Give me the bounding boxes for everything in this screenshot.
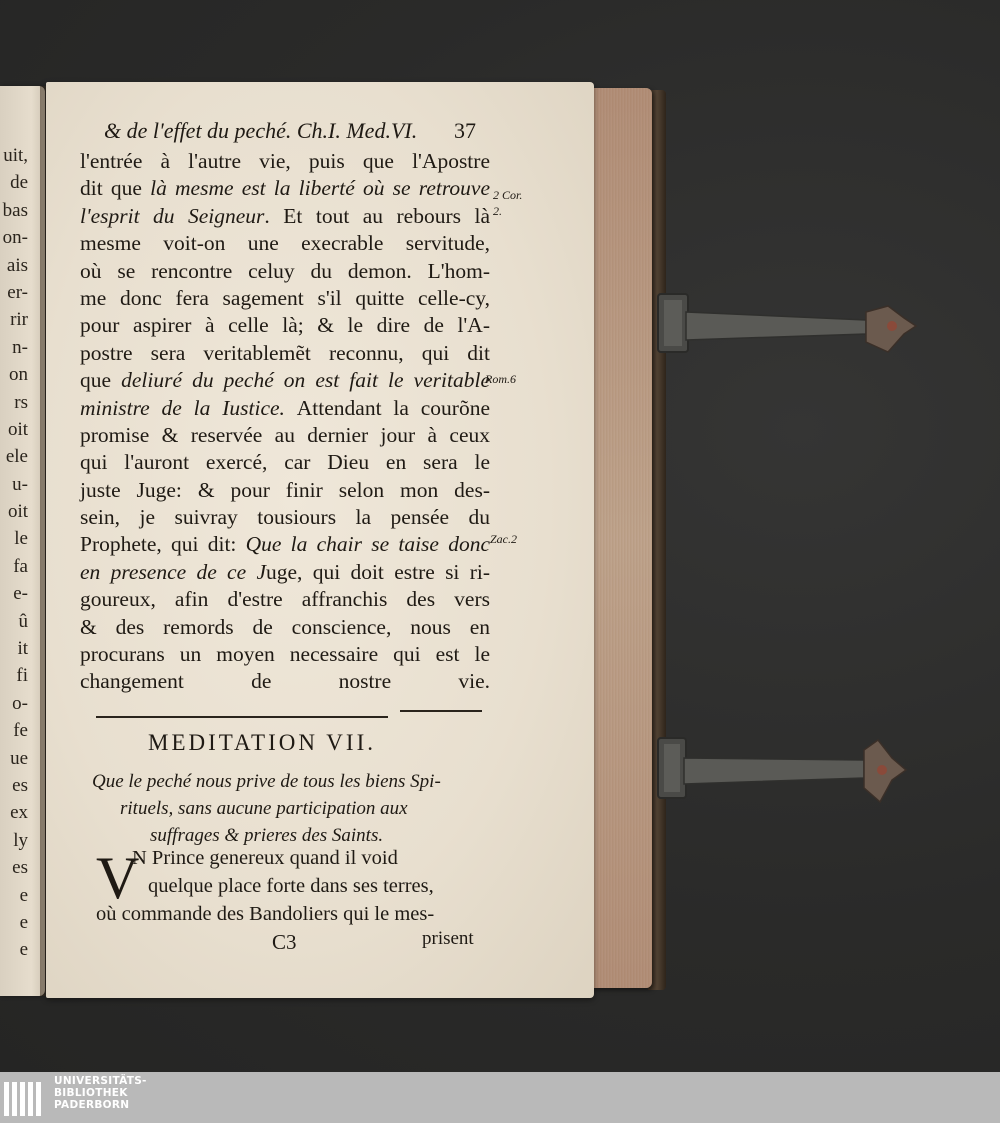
left-text-fragment: es <box>12 857 28 879</box>
text-line: Prophete, qui dit: Que la chair se taise donc <box>80 532 490 557</box>
left-text-fragment: n- <box>12 336 28 358</box>
left-text-fragment: û <box>18 610 28 632</box>
rule-left <box>96 716 388 718</box>
library-logo-icon <box>4 1076 48 1120</box>
text-line: sein, je suivray tousiours la pensée du <box>80 505 490 530</box>
opening-line: où commande des Bandoliers qui le mes- <box>96 903 435 925</box>
left-text-fragment: on <box>9 364 28 386</box>
left-text-fragment: on- <box>2 227 28 249</box>
text-line: goureux, afin d'estre affranchis des vers <box>80 587 490 612</box>
left-text-fragment: ex <box>10 802 28 824</box>
left-text-fragment: es <box>12 774 28 796</box>
left-text-fragment: oit <box>7 501 28 523</box>
left-text-fragment: ly <box>13 829 28 851</box>
subtitle-line: Que le peché nous prive de tous les biens Spi- <box>92 771 441 792</box>
left-text-fragment: ele <box>5 446 28 468</box>
text-line: postre sera veritablemẽt reconnu, qui dit <box>80 340 490 365</box>
margin-note-2-cor: 2 Cor. <box>493 188 523 202</box>
left-text-fragment: e <box>19 939 28 961</box>
left-text-fragment: u- <box>12 473 28 495</box>
upper-clasp <box>656 290 920 360</box>
subtitle-line: suffrages & prieres des Saints. <box>150 825 384 846</box>
running-head <box>104 118 476 144</box>
library-name-line: PADERBORN <box>54 1099 130 1111</box>
left-text-fragment: de <box>10 172 28 194</box>
left-page-text-fragments <box>0 142 28 964</box>
text-line: pour aspirer à celle là; & le dire de l'A- <box>80 313 490 338</box>
catchword: prisent <box>422 928 474 949</box>
library-footer-bar <box>0 1072 1000 1123</box>
signature-mark: C3 <box>272 930 297 954</box>
left-text-fragment: rir <box>10 309 28 331</box>
body-text <box>80 148 490 696</box>
text-line: & des remords de conscience, nous en <box>80 614 490 639</box>
left-text-fragment: uit, <box>3 145 28 166</box>
running-head-text: & de l'effet du peché. Ch.I. Med.VI. <box>104 118 418 143</box>
left-text-fragment: e <box>19 884 28 906</box>
text-line: procurans un moyen necessaire qui est le <box>80 642 490 667</box>
left-text-fragment: bas <box>2 199 28 221</box>
text-line: mesme voit-on une execrable servitude, <box>80 231 490 256</box>
margin-note-rom: Rom.6 <box>485 372 516 386</box>
left-text-fragment: le <box>14 528 28 550</box>
text-line: ministre de la Iustice. Attendant la courõne <box>80 395 490 420</box>
margin-note-2-cor-verse: 2. <box>493 204 502 218</box>
text-line: changement de nostre vie. <box>80 669 490 694</box>
text-line: où se rencontre celuy du demon. L'hom- <box>80 258 490 283</box>
text-line: l'entrée à l'autre vie, puis que l'Apostre <box>80 149 490 173</box>
page-fore-edge <box>592 88 652 988</box>
left-text-fragment: ue <box>10 747 28 769</box>
text-line: en presence de ce Juge, qui doit estre si ri- <box>80 559 490 584</box>
text-line: me donc fera sagement s'il quitte celle-cy, <box>80 285 490 310</box>
left-text-fragment: er- <box>7 281 28 303</box>
text-line: juste Juge: & pour finir selon mon des- <box>80 477 490 502</box>
margin-note-zac: Zac.2 <box>490 532 517 546</box>
left-text-fragment: fe <box>13 720 28 742</box>
text-line: promise & reservée au dernier jour à ceux <box>80 422 490 447</box>
subtitle-line: rituels, sans aucune participation aux <box>120 798 408 819</box>
text-line: dit que là mesme est la liberté où se retrouve <box>80 176 490 201</box>
library-name <box>54 1075 147 1111</box>
left-text-fragment: it <box>17 638 28 660</box>
left-text-fragment: rs <box>14 391 28 413</box>
drop-cap: V <box>96 845 140 911</box>
meditation-subtitle <box>92 768 492 849</box>
rule-right <box>400 710 482 712</box>
opening-paragraph <box>96 844 492 928</box>
meditation-title: MEDITATION VII. <box>148 730 376 755</box>
left-text-fragment: e <box>19 911 28 933</box>
library-name-line: BIBLIOTHEK <box>54 1087 128 1099</box>
left-text-fragment: fa <box>13 555 28 577</box>
left-text-fragment: oit <box>7 418 28 440</box>
left-text-fragment: o- <box>12 692 28 714</box>
left-text-fragment: ais <box>6 254 28 276</box>
left-text-fragment: fi <box>16 665 28 687</box>
opening-line: quelque place forte dans ses terres, <box>148 875 434 897</box>
left-page <box>0 86 45 996</box>
text-line: qui l'auront exercé, car Dieu en sera le <box>80 450 490 475</box>
page-number: 37 <box>454 118 476 143</box>
library-name-line: UNIVERSITÄTS- <box>54 1075 147 1087</box>
opening-line: N Prince genereux quand il void <box>132 847 398 869</box>
text-line: l'esprit du Seigneur. Et tout au rebours là <box>80 203 490 228</box>
text-line: que deliuré du peché on est fait le veritable <box>80 368 491 393</box>
lower-clasp <box>656 736 912 806</box>
left-text-fragment: e- <box>13 583 28 605</box>
